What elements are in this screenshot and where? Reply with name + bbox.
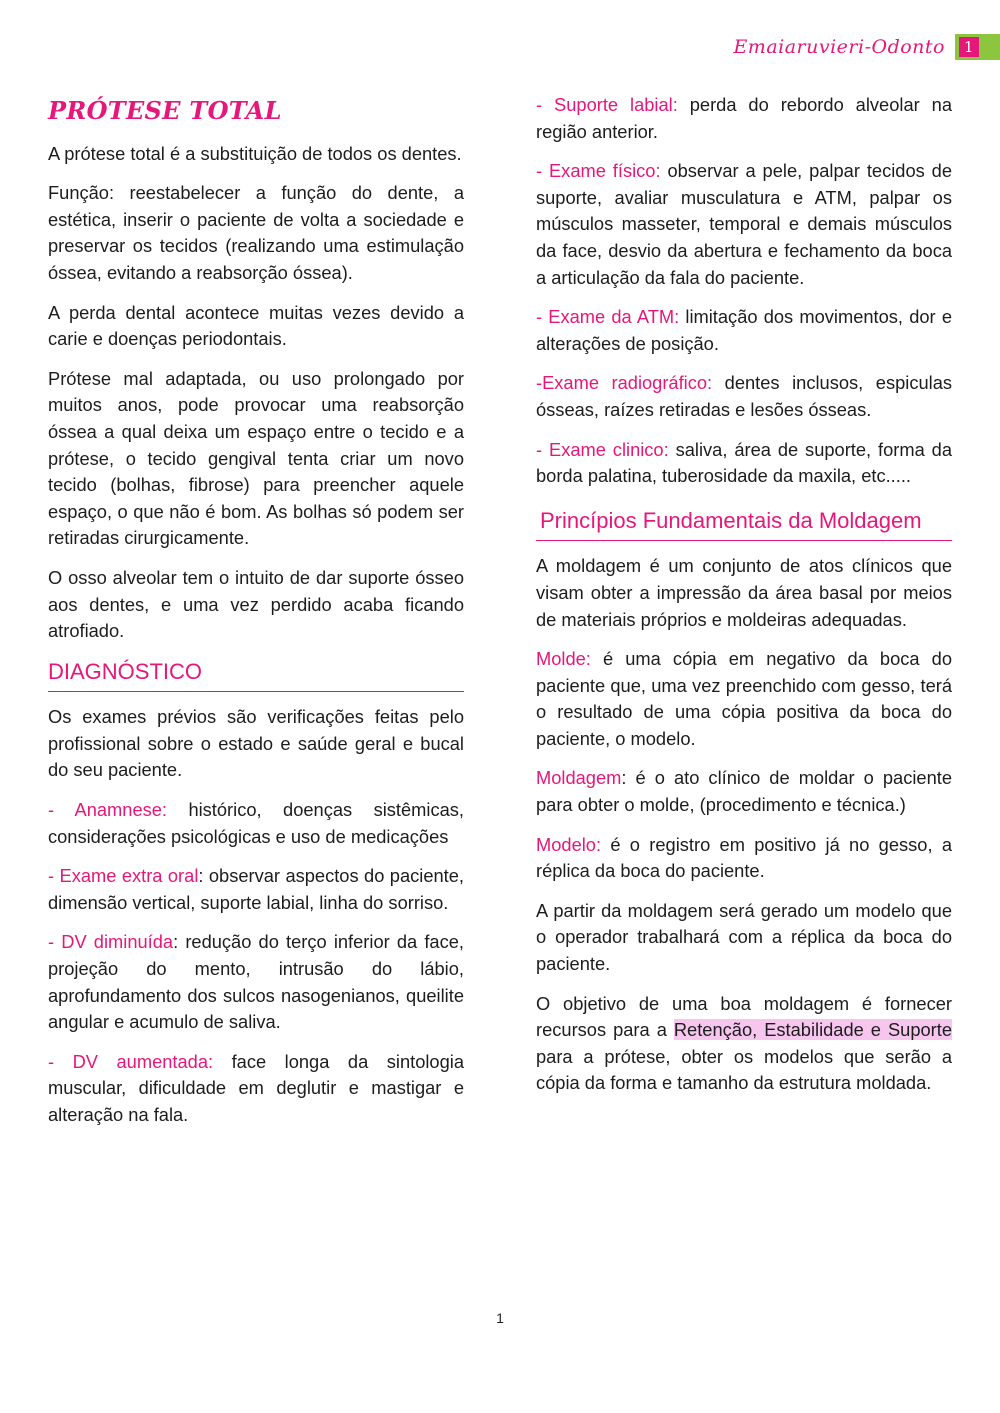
item-label: - DV aumentada: (48, 1050, 214, 1072)
item-label: - Exame físico: (536, 160, 661, 182)
definition-text: : é o ato clínico de moldar o paciente para obter o molde, (procedimento e técnica.) (536, 767, 952, 816)
definition-label: Molde: (536, 648, 591, 670)
list-item (48, 929, 464, 1035)
definition-label: Modelo: (536, 833, 602, 855)
item-label: - Exame da ATM: (536, 306, 680, 328)
right-column (536, 92, 952, 1110)
objetivo-text-end: para a prótese, obter os modelos que serão a cópia da forma e tamanho da estrutura moldada. (536, 1045, 952, 1094)
item-text: : observar aspectos do paciente, dimensão vertical, suporte labial, linha do sorriso. (48, 865, 464, 913)
item-text: limitação dos movimentos, dor e alterações de posição. (536, 306, 952, 354)
paragraph: Prótese mal adaptada, ou uso prolongado por muitos anos, pode provocar uma reabsorção óssea a qual deixa um espaço entre o tecido e a prótese, o tecido gengival tenta criar um novo tecido (bolhas, fibrose) para preencher aquele espaço, o que não é bom. As bolhas só podem ser retiradas cirurgicamente. (48, 367, 464, 549)
item-text: : redução do terço inferior da face, projeção do mento, intrusão do lábio, aprofundamento dos sulcos nasogenianos, queilite angular e acumulo de saliva. (48, 931, 464, 1033)
item-label: - Exame extra oral (48, 865, 199, 887)
definition-label: Moldagem (536, 767, 622, 789)
header-title: Emaiaruvieri-Odonto (733, 36, 945, 58)
definition-item (536, 832, 952, 885)
item-text: face longa da sintologia muscular, dificuldade em deglutir e mastigar e alteração na fala. (48, 1050, 464, 1125)
list-item (48, 1049, 464, 1129)
definition-text: é o registro em positivo já no gesso, a réplica da boca do paciente. (536, 833, 952, 882)
paragraph: A perda dental acontece muitas vezes devido a carie e doenças periodontais. (48, 301, 464, 350)
definition-item (536, 646, 952, 752)
page-title: PRÓTESE TOTAL (48, 96, 282, 125)
paragraph: Os exames prévios são verificações feitas pelo profissional sobre o estado e saúde geral e bucal do seu paciente. (48, 706, 464, 781)
paragraph: Função: reestabelecer a função do dente, a estética, inserir o paciente de volta a sociedade e preservar os tecidos (realizando uma estimulação óssea, evitando a reabsorção óssea). (48, 182, 464, 283)
section-title-moldagem: Princípios Fundamentais da Moldagem (536, 508, 952, 542)
section-title-diagnostico: DIAGNÓSTICO (48, 659, 464, 693)
paragraph-objetivo (536, 991, 952, 1097)
highlighted-text: Retenção, Estabilidade e Suporte (673, 1019, 952, 1041)
list-item (48, 863, 464, 916)
paragraph: A prótese total é a substituição de todos os dentes. (48, 142, 462, 164)
paragraph: A partir da moldagem será gerado um modelo que o operador trabalhará com a réplica da boca do paciente. (536, 899, 952, 975)
list-item (536, 437, 952, 490)
item-label: -Exame radiográfico: (536, 372, 713, 394)
list-item (536, 304, 952, 357)
page-badge (955, 34, 1000, 60)
objetivo-text-start: O objetivo de uma boa moldagem é fornecer recursos para a (536, 992, 952, 1041)
page-badge-number: 1 (959, 37, 979, 57)
item-text: observar a pele, palpar tecidos de suporte, avaliar musculatura e ATM, palpar os músculos masseter, temporal e demais músculos da face, desvio da abertura e fechamento da boca a articulação da fala do paciente. (536, 160, 952, 288)
item-text: perda do rebordo alveolar na região anterior. (536, 94, 952, 142)
paragraph: O osso alveolar tem o intuito de dar suporte ósseo aos dentes, e uma vez perdido acaba ficando atrofiado. (48, 566, 464, 642)
definition-item (536, 765, 952, 818)
list-item (536, 158, 952, 291)
list-item (536, 370, 952, 423)
paragraph: A moldagem é um conjunto de atos clínicos que visam obter a impressão da área basal por meios de materiais próprios e moldeiras adequadas. (536, 555, 952, 630)
definition-text: é uma cópia em negativo da boca do paciente que, uma vez preenchido com gesso, terá o resultado de uma cópia positiva da boca do paciente, o modelo. (536, 648, 952, 749)
footer-page-number: 1 (496, 1310, 504, 1326)
item-label: - Exame clinico: (536, 438, 669, 460)
list-item (48, 797, 464, 850)
item-label: - DV diminuída (48, 931, 174, 953)
item-label: - Anamnese: (48, 799, 167, 821)
item-text: saliva, área de suporte, forma da borda palatina, tuberosidade da maxila, etc..... (536, 438, 952, 487)
page-header (733, 33, 1000, 61)
left-column (48, 92, 464, 1142)
item-label: - Suporte labial: (536, 94, 678, 115)
item-text: histórico, doenças sistêmicas, considerações psicológicas e uso de medicações (48, 799, 464, 847)
item-text: dentes inclusos, espiculas ósseas, raízes retiradas e lesões ósseas. (536, 372, 952, 420)
list-item (536, 92, 952, 145)
